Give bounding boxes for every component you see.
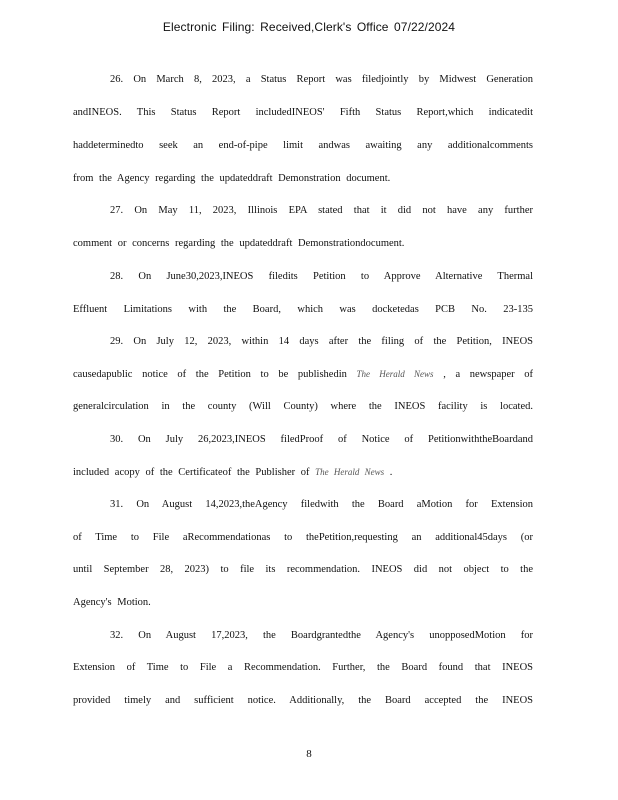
text-line: Agency's Motion. — [73, 597, 151, 608]
text-segment: causedapublic notice of the Petition to be publishedin — [73, 369, 347, 380]
text-line: comment or concerns regarding the updateddraft Demonstrationdocument. — [73, 238, 405, 249]
text-line: haddeterminedto seek an end-of-pipe limit andwas awaiting any additionalcomments — [73, 140, 533, 151]
text-line-with-publication — [73, 369, 533, 380]
page-number: 8 — [306, 748, 312, 760]
text-line: 28. On June30,2023,INEOS filedits Petition to Approve Alternative Thermal — [110, 271, 533, 282]
text-line: 27. On May 11, 2023, Illinois EPA stated that it did not have any further — [110, 205, 533, 216]
text-line: of Time to File aRecommendationas to thePetition,requesting an additional45days (or — [73, 532, 533, 543]
text-line: Extension of Time to File a Recommendation. Further, the Board found that INEOS — [73, 662, 533, 673]
text-line: generalcirculation in the county (Will County) where the INEOS facility is located. — [73, 401, 533, 412]
text-line: 29. On July 12, 2023, within 14 days after the filing of the Petition, INEOS — [110, 336, 533, 347]
text-line: until September 28, 2023) to file its recommendation. INEOS did not object to the — [73, 564, 533, 575]
publication-name: The Herald News — [356, 369, 434, 379]
text-line: andINEOS. This Status Report includedINEOS' Fifth Status Report,which indicatedit — [73, 107, 533, 118]
text-line: 30. On July 26,2023,INEOS filedProof of Notice of PetitionwiththeBoardand — [110, 434, 533, 445]
text-line-with-publication — [73, 467, 533, 478]
text-segment: included acopy of the Certificateof the Publisher of — [73, 467, 310, 478]
text-line: Effluent Limitations with the Board, which was docketedas PCB No. 23-135 — [73, 304, 533, 315]
text-line: from the Agency regarding the updateddraft Demonstration document. — [73, 173, 391, 184]
text-segment: , a newspaper of — [443, 369, 534, 380]
text-line: 31. On August 14,2023,theAgency filedwith the Board aMotion for Extension — [110, 499, 533, 510]
text-line: provided timely and sufficient notice. Additionally, the Board accepted the INEOS — [73, 695, 533, 706]
efiling-header: Electronic Filing: Received,Clerk's Office 07/22/2024 — [162, 20, 456, 34]
text-segment: . — [389, 467, 393, 478]
text-line: 32. On August 17,2023, the Boardgrantedthe Agency's unopposedMotion for — [110, 630, 533, 641]
text-line: 26. On March 8, 2023, a Status Report was filedjointly by Midwest Generation — [110, 74, 533, 85]
publication-name: The Herald News — [315, 467, 385, 477]
